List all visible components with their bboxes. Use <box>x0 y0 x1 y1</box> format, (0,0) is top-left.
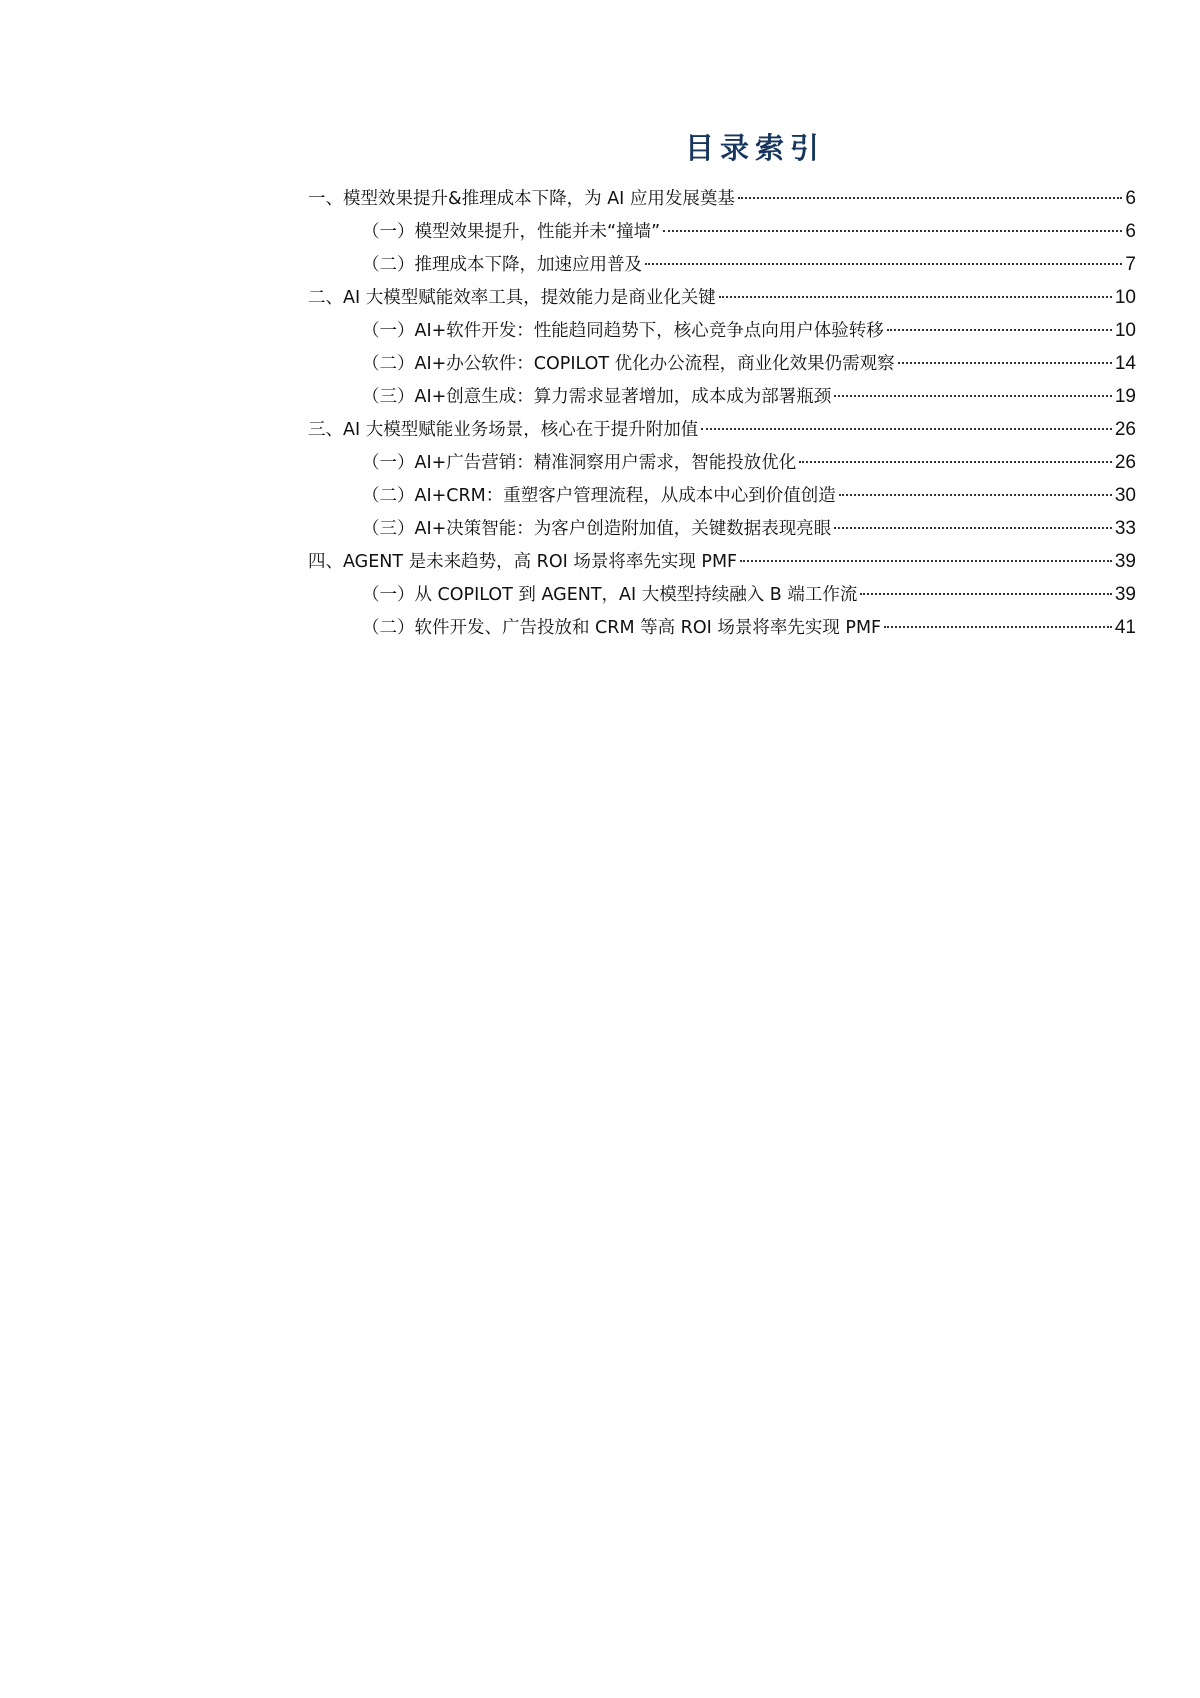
toc-entry-section-3-3[interactable] <box>308 512 1136 545</box>
toc-page-number: 26 <box>1114 419 1136 440</box>
dot-leader <box>738 197 1123 199</box>
toc-entry-label: （二）软件开发、广告投放和 CRM 等高 ROI 场景将率先实现 PMF <box>362 618 882 638</box>
toc-entry-label: （三）AI+创意生成：算力需求显著增加，成本成为部署瓶颈 <box>362 387 832 407</box>
toc-page-number: 39 <box>1114 551 1136 572</box>
dot-leader <box>898 362 1112 364</box>
toc-entry-label: （二）AI+办公软件：COPILOT 优化办公流程，商业化效果仍需观察 <box>362 354 895 374</box>
toc-entry-label: 四、AGENT 是未来趋势，高 ROI 场景将率先实现 PMF <box>308 552 738 572</box>
dot-leader <box>719 296 1112 298</box>
toc-page-number: 39 <box>1114 584 1136 605</box>
toc-page-number: 7 <box>1125 254 1136 275</box>
dot-leader <box>834 527 1112 529</box>
toc-entry-label: （一）AI+广告营销：精准洞察用户需求，智能投放优化 <box>362 453 797 473</box>
toc-page-number: 6 <box>1125 221 1136 242</box>
dot-leader <box>663 230 1122 232</box>
toc-entry-section-2-2[interactable] <box>308 347 1136 380</box>
toc-entry-section-2-3[interactable] <box>308 380 1136 413</box>
toc-entry-section-4-2[interactable] <box>308 611 1136 644</box>
toc-entry-section-1-2[interactable] <box>308 248 1136 281</box>
table-of-contents <box>308 182 1136 644</box>
toc-entry-section-3[interactable] <box>308 413 1136 446</box>
toc-entry-section-3-2[interactable] <box>308 479 1136 512</box>
toc-page-number: 14 <box>1114 353 1136 374</box>
toc-page-number: 10 <box>1114 320 1136 341</box>
toc-entry-label: （一）AI+软件开发：性能趋同趋势下，核心竞争点向用户体验转移 <box>362 321 884 341</box>
toc-entry-label: （一）模型效果提升，性能并未“撞墙” <box>362 222 661 242</box>
dot-leader <box>839 494 1112 496</box>
toc-entry-label: （一）从 COPILOT 到 AGENT，AI 大模型持续融入 B 端工作流 <box>362 585 858 605</box>
dot-leader <box>740 560 1112 562</box>
toc-entry-section-4[interactable] <box>308 545 1136 578</box>
toc-entry-section-1[interactable] <box>308 182 1136 215</box>
toc-entry-section-2-1[interactable] <box>308 314 1136 347</box>
toc-entry-section-1-1[interactable] <box>308 215 1136 248</box>
dot-leader <box>884 626 1112 628</box>
dot-leader <box>645 263 1122 265</box>
dot-leader <box>701 428 1112 430</box>
toc-title: 目录索引 <box>684 131 825 165</box>
toc-entry-section-4-1[interactable] <box>308 578 1136 611</box>
toc-entry-section-3-1[interactable] <box>308 446 1136 479</box>
toc-page-number: 33 <box>1114 518 1136 539</box>
toc-entry-label: 一、模型效果提升&推理成本下降，为 AI 应用发展奠基 <box>308 189 735 209</box>
dot-leader <box>799 461 1112 463</box>
toc-entry-label: （三）AI+决策智能：为客户创造附加值，关键数据表现亮眼 <box>362 519 832 539</box>
dot-leader <box>887 329 1112 331</box>
toc-entry-label: （二）推理成本下降，加速应用普及 <box>362 255 642 275</box>
dot-leader <box>860 593 1111 595</box>
toc-entry-section-2[interactable] <box>308 281 1136 314</box>
toc-entry-label: 二、AI 大模型赋能效率工具，提效能力是商业化关键 <box>308 288 716 308</box>
toc-page-number: 19 <box>1114 386 1136 407</box>
toc-page-number: 30 <box>1114 485 1136 506</box>
toc-page-number: 10 <box>1114 287 1136 308</box>
toc-entry-label: （二）AI+CRM：重塑客户管理流程，从成本中心到价值创造 <box>362 486 836 506</box>
toc-page-number: 6 <box>1125 188 1136 209</box>
toc-entry-label: 三、AI 大模型赋能业务场景，核心在于提升附加值 <box>308 420 699 440</box>
toc-page-number: 26 <box>1114 452 1136 473</box>
toc-page-number: 41 <box>1114 617 1136 638</box>
dot-leader <box>834 395 1112 397</box>
